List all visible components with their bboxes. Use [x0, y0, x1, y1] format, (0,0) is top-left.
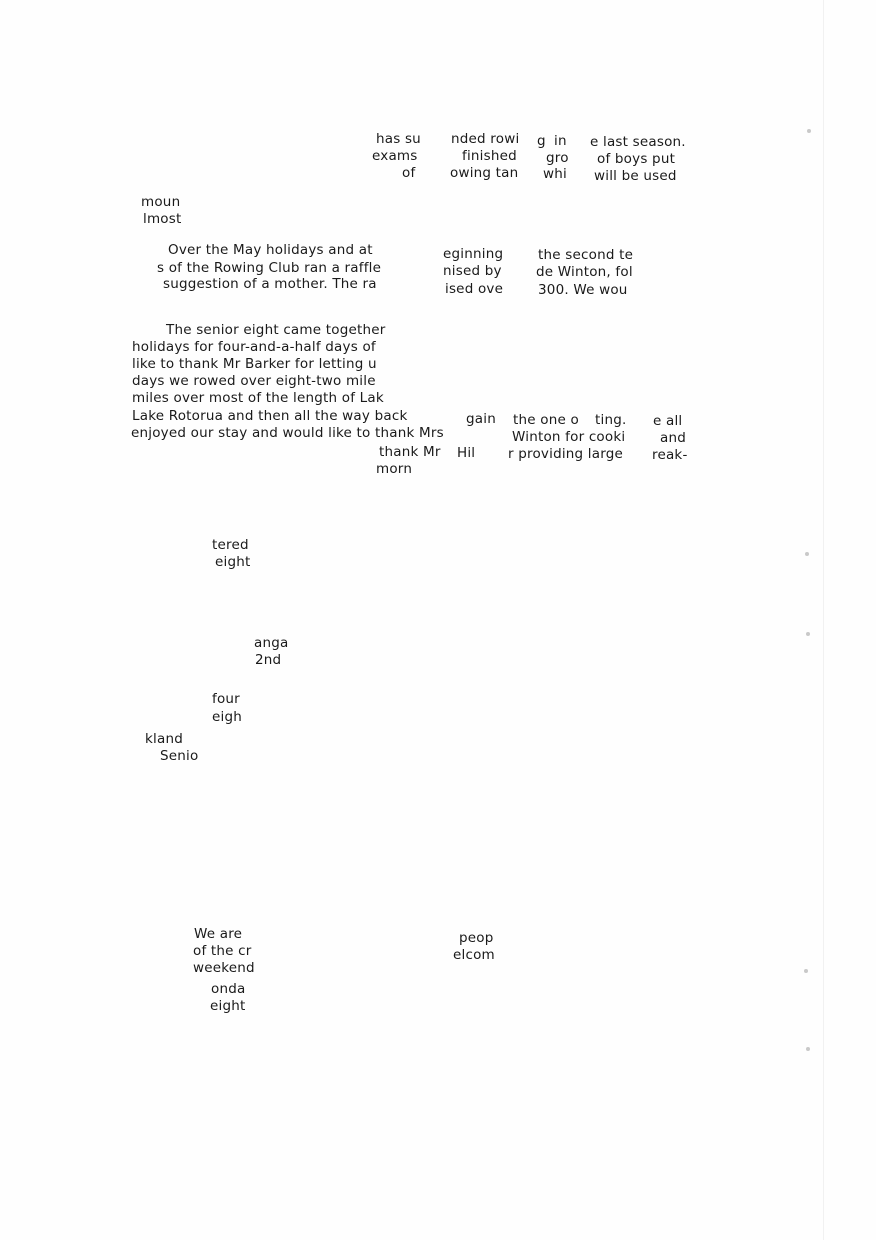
text-fragment: ised ove: [445, 281, 504, 297]
page-edge: [823, 0, 824, 1240]
text-fragment: nded rowi: [451, 131, 520, 147]
text-fragment: eight: [215, 554, 251, 570]
text-fragment: like to thank Mr Barker for letting u: [132, 356, 377, 372]
text-fragment: suggestion of a mother. The ra: [163, 276, 377, 292]
text-fragment: four: [212, 691, 240, 707]
text-fragment: holidays for four-and-a-half days of: [132, 339, 376, 355]
text-fragment: Winton for cooki: [512, 429, 626, 445]
text-fragment: morn: [376, 461, 413, 477]
text-fragment: e last season.: [590, 134, 686, 150]
text-fragment: nised by: [443, 263, 502, 279]
text-fragment: moun: [141, 194, 181, 210]
text-fragment: of: [402, 165, 416, 181]
text-fragment: 300. We wou: [538, 282, 628, 298]
text-fragment: tered: [212, 537, 249, 553]
text-fragment: days we rowed over eight-two mile: [132, 373, 376, 389]
text-fragment: ting.: [595, 412, 627, 428]
text-fragment: de Winton, fol: [536, 264, 633, 280]
text-fragment: finished: [462, 148, 517, 164]
margin-speck: [804, 969, 808, 973]
text-fragment: gro: [546, 150, 569, 166]
text-fragment: e all: [653, 413, 683, 429]
text-fragment: gain: [466, 411, 496, 427]
text-fragment: The senior eight came together: [166, 322, 386, 338]
text-fragment: in: [554, 133, 567, 149]
text-fragment: elcom: [453, 947, 495, 963]
text-fragment: enjoyed our stay and would like to thank Mrs: [131, 425, 444, 441]
margin-speck: [805, 552, 809, 556]
text-fragment: Over the May holidays and at: [168, 242, 373, 258]
text-fragment: the one o: [513, 412, 579, 428]
margin-speck: [806, 1047, 810, 1051]
text-fragment: exams: [372, 148, 418, 164]
text-fragment: onda: [211, 981, 246, 997]
text-fragment: Hil: [457, 445, 476, 461]
text-fragment: We are: [194, 926, 243, 942]
text-fragment: and: [660, 430, 686, 446]
text-fragment: of the cr: [193, 943, 252, 959]
text-fragment: g: [537, 133, 546, 149]
text-fragment: reak-: [652, 447, 688, 463]
text-fragment: thank Mr: [379, 444, 441, 460]
text-fragment: r providing large: [508, 446, 624, 462]
text-fragment: will be used: [594, 168, 677, 184]
text-fragment: Lake Rotorua and then all the way back: [132, 408, 408, 424]
text-fragment: kland: [145, 731, 183, 747]
text-fragment: lmost: [143, 211, 182, 227]
text-fragment: eginning: [443, 246, 504, 262]
text-fragment: miles over most of the length of Lak: [132, 390, 384, 406]
text-fragment: eigh: [212, 709, 242, 725]
text-fragment: weekend: [193, 960, 255, 976]
text-fragment: peop: [459, 930, 494, 946]
text-fragment: has su: [376, 131, 421, 147]
text-fragment: the second te: [538, 247, 634, 263]
margin-speck: [807, 129, 811, 133]
text-fragment: owing tan: [450, 165, 519, 181]
text-fragment: of boys put: [597, 151, 676, 167]
margin-speck: [806, 632, 810, 636]
text-fragment: anga: [254, 635, 289, 651]
text-fragment: eight: [210, 998, 246, 1014]
text-fragment: Senio: [160, 748, 199, 764]
text-fragment: whi: [543, 166, 567, 182]
text-fragment: s of the Rowing Club ran a raffle: [157, 260, 382, 276]
text-fragment: 2nd: [255, 652, 282, 668]
